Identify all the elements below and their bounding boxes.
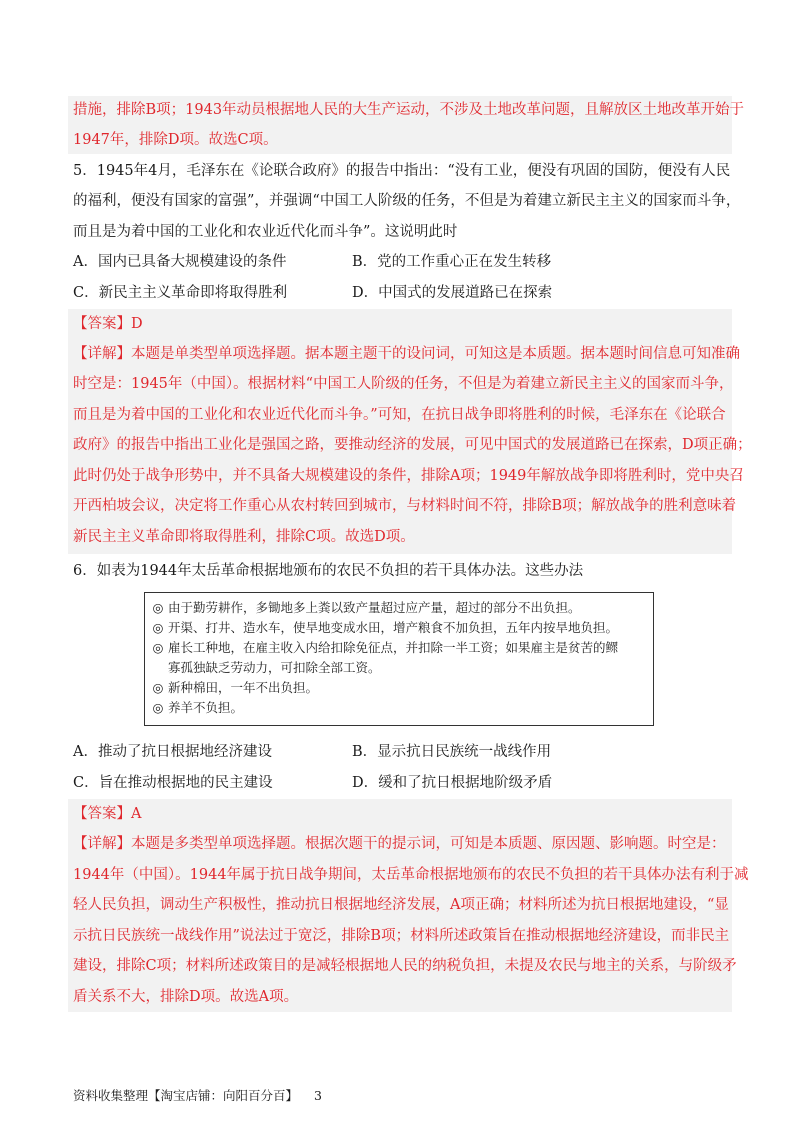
q6-explanation-line: 【详解】本题是多类型单项选择题。根据次题干的提示词，可知是本质题、原因题、影响题。时空是： — [73, 836, 726, 852]
q6-option-d: D．缓和了抗日根据地阶级矛盾 — [352, 775, 553, 791]
q5-option-d: D．中国式的发展道路已在探索 — [352, 285, 553, 301]
q5-option-c: C．新民主主义革命即将取得胜利 — [73, 285, 288, 301]
q5-explanation-line: 新民主主义革命即将取得胜利，排除C项。故选D项。 — [73, 529, 415, 545]
q5-explanation-line: 时空是：1945年（中国）。根据材料“中国工人阶级的任务，不但是为着建立新民主主义的国家而斗争， — [73, 376, 734, 392]
explanation-line: 措施，排除B项；1943年动员根据地人民的大生产运动，不涉及土地改革问题，且解放区土地改革开始于 — [73, 102, 745, 118]
q5-explanation-line: 而且是为着中国的工业化和农业近代化而斗争。”可知，在抗日战争即将胜利的时候，毛泽东在《论联合 — [73, 407, 726, 423]
q6-option-b: B．显示抗日民族统一战线作用 — [352, 744, 552, 760]
explanation-line: 1947年，排除D项。故选C项。 — [73, 132, 278, 148]
question-5-stem: 而且是为着中国的工业化和农业近代化而斗争”。这说明此时 — [73, 224, 458, 240]
table-row: ◎ 养羊不负担。 — [152, 700, 244, 715]
footer-source: 资料收集整理【淘宝店铺：向阳百分百】 — [73, 1088, 299, 1103]
bullet-icon: ◎ — [152, 700, 164, 715]
table-row: 寡孤独缺乏劳动力，可扣除全部工资。 — [168, 660, 381, 675]
table-row: ◎ 新种棉田，一年不出负担。 — [152, 680, 319, 695]
q6-explanation-line: 1944年（中国）。1944年属于抗日战争期间，太岳革命根据地颁布的农民不负担的若干具体办法有利于减 — [73, 867, 749, 883]
table-row: ◎ 开渠、打井、造水车，使旱地变成水田，增产粮食不加负担，五年内按旱地负担。 — [152, 620, 619, 635]
bullet-icon: ◎ — [152, 680, 164, 695]
q6-explanation-line: 示抗日民族统一战线作用”说法过于宽泛，排除B项；材料所述政策旨在推动根据地经济建设，而非民主 — [73, 928, 730, 944]
q6-explanation-line: 建设，排除C项；材料所述政策目的是减轻根据地人民的纳税负担，未提及农民与地主的关系，与阶级矛 — [73, 958, 737, 974]
bullet-icon: ◎ — [152, 640, 164, 655]
q6-option-c: C．旨在推动根据地的民主建设 — [73, 775, 273, 791]
q5-answer: 【答案】D — [73, 316, 143, 332]
q5-explanation-line: 【详解】本题是单类型单项选择题。据本题主题干的设问词，可知这是本质题。据本题时间信息可知准确 — [73, 346, 740, 362]
question-5-stem: 的福利，便没有国家的富强”，并强调“中国工人阶级的任务，不但是为着建立新民主主义的国家而斗争， — [73, 193, 741, 209]
policy-table — [144, 592, 654, 726]
q5-option-a: A．国内已具备大规模建设的条件 — [73, 254, 287, 270]
page-footer — [73, 1086, 322, 1104]
question-6-stem: 6．如表为1944年太岳革命根据地颁布的农民不负担的若干具体办法。这些办法 — [73, 563, 584, 579]
bullet-icon: ◎ — [152, 600, 164, 615]
q5-explanation-line: 政府》的报告中指出工业化是强国之路，要推动经济的发展，可见中国式的发展道路已在探索，D项正确； — [73, 437, 752, 453]
q6-explanation-line: 盾关系不大，排除D项。故选A项。 — [73, 989, 299, 1005]
q5-option-b: B．党的工作重心正在发生转移 — [352, 254, 552, 270]
q5-explanation-line: 开西柏坡会议，决定将工作重心从农村转回到城市，与材料时间不符，排除B项；解放战争的胜利意味着 — [73, 498, 737, 514]
q6-answer: 【答案】A — [73, 806, 142, 822]
page-number: 3 — [314, 1088, 322, 1103]
q5-explanation-line: 此时仍处于战争形势中，并不具备大规模建设的条件，排除A项；1949年解放战争即将胜利时，党中央召 — [73, 468, 744, 484]
question-5-stem: 5．1945年4月，毛泽东在《论联合政府》的报告中指出：“没有工业，便没有巩固的国防，便没有人民 — [73, 163, 731, 179]
table-row: ◎ 雇长工种地，在雇主收入内给扣除免征点，并扣除一半工资；如果雇主是贫苦的鳏 — [152, 640, 619, 655]
q6-explanation-line: 轻人民负担，调动生产积极性，推动抗日根据地经济发展，A项正确；材料所述为抗日根据地建设，“显 — [73, 897, 729, 913]
q6-option-a: A．推动了抗日根据地经济建设 — [73, 744, 272, 760]
table-row: ◎ 由于勤劳耕作，多锄地多上粪以致产量超过应产量，超过的部分不出负担。 — [152, 600, 581, 615]
bullet-icon: ◎ — [152, 620, 164, 635]
